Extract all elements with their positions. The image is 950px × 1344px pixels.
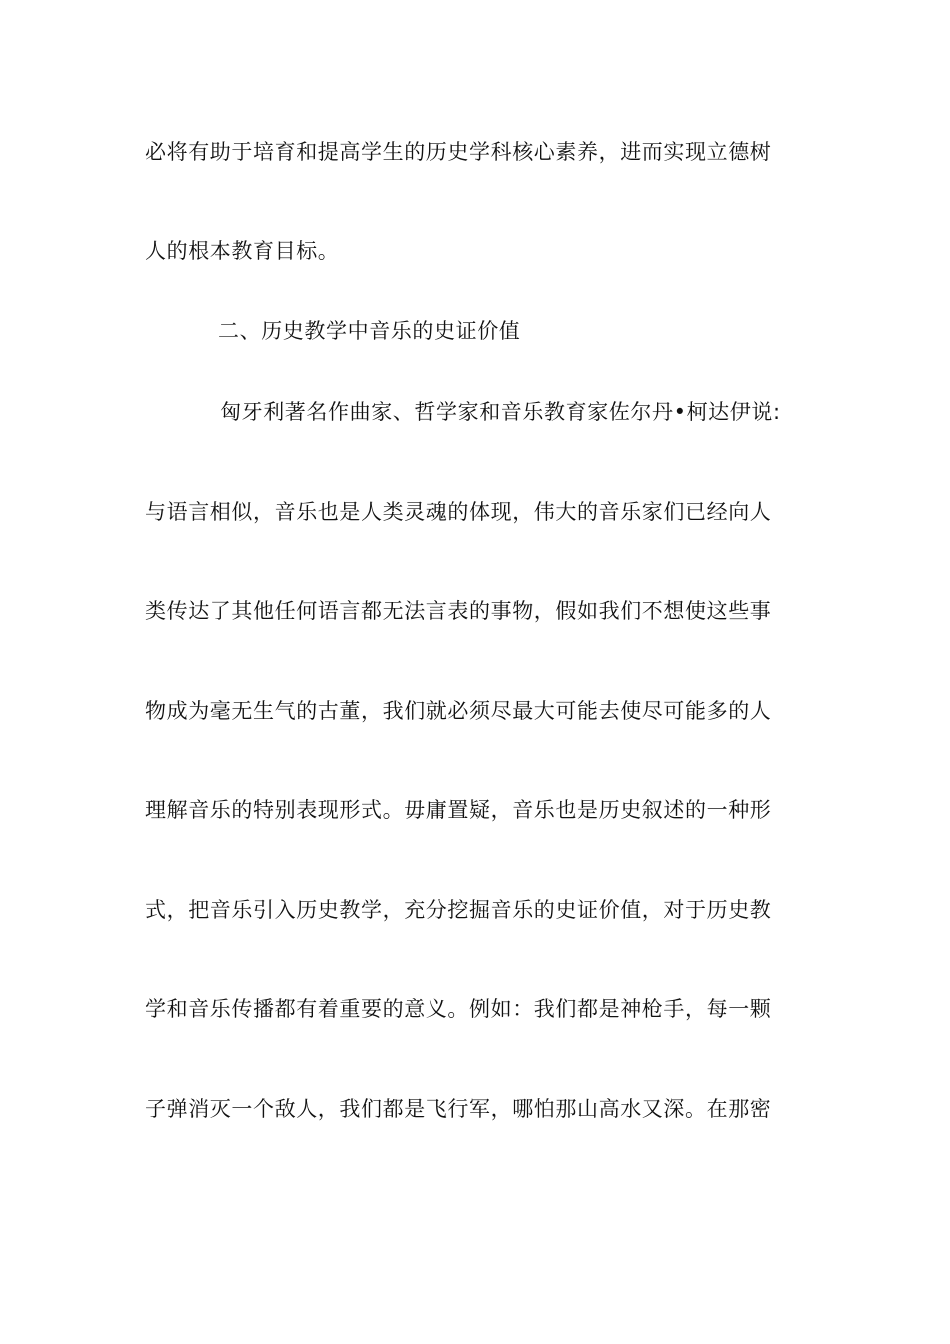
paragraph-line: 类传达了其他任何语言都无法言表的事物，假如我们不想使这些事 bbox=[145, 599, 772, 623]
paragraph-line: 与语言相似，音乐也是人类灵魂的体现，伟大的音乐家们已经向人 bbox=[145, 500, 772, 524]
paragraph-line: 必将有助于培育和提高学生的历史学科核心素养，进而实现立德树 bbox=[145, 140, 772, 164]
paragraph-line: 人的根本教育目标。 bbox=[145, 239, 340, 263]
paragraph-line: 理解音乐的特别表现形式。毋庸置疑，音乐也是历史叙述的一种形 bbox=[145, 798, 772, 822]
paragraph-line: 匈牙利著名作曲家、哲学家和音乐教育家佐尔丹•柯达伊说: bbox=[220, 400, 781, 424]
paragraph-line: 式，把音乐引入历史教学，充分挖掘音乐的史证价值，对于历史教 bbox=[145, 898, 772, 922]
paragraph-line: 学和音乐传播都有着重要的意义。例如：我们都是神枪手，每一颗 bbox=[145, 997, 772, 1021]
section-heading: 二、历史教学中音乐的史证价值 bbox=[218, 319, 521, 343]
paragraph-line: 子弹消灭一个敌人，我们都是飞行军，哪怕那山高水又深。在那密 bbox=[145, 1097, 772, 1121]
paragraph-line: 物成为毫无生气的古董，我们就必须尽最大可能去使尽可能多的人 bbox=[145, 699, 772, 723]
